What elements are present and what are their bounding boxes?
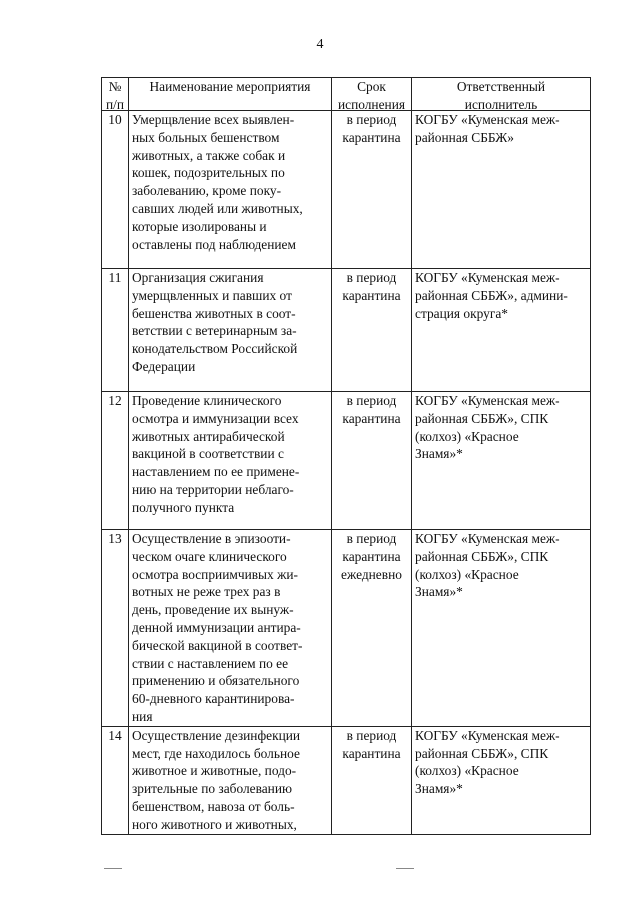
table-header-row bbox=[102, 78, 591, 111]
row-term-cell bbox=[332, 269, 412, 392]
row-executor: КОГБУ «Куменская меж- районная СББЖ», админи- страция округа* bbox=[415, 270, 568, 321]
row-name-cell bbox=[129, 269, 332, 392]
row-executor: КОГБУ «Куменская меж- районная СББЖ» bbox=[415, 112, 560, 145]
header-executor: Ответственный исполнитель bbox=[456, 79, 546, 112]
header-number: № п/п bbox=[105, 79, 125, 112]
table-row bbox=[102, 530, 591, 727]
row-term-cell bbox=[332, 530, 412, 727]
row-term: в период карантина bbox=[342, 112, 401, 145]
row-term: в период карантина bbox=[342, 393, 401, 426]
row-term-cell bbox=[332, 111, 412, 269]
row-name: Организация сжигания умерщвленных и павших от бешенства животных в соот- ветствии с ветеринарным за- конодательством Российской Федерации bbox=[132, 270, 298, 374]
row-name-cell bbox=[129, 726, 332, 834]
row-term: в период карантина bbox=[342, 727, 401, 761]
row-name-cell bbox=[129, 530, 332, 727]
scan-artifact-left bbox=[104, 868, 122, 869]
row-name-cell bbox=[129, 392, 332, 530]
row-number: 14 bbox=[108, 727, 122, 743]
row-name: Осуществление в эпизооти- ческом очаге клинического осмотра восприимчивых жи- вотных не реже трех раз в день, проведение их вынуж- денной иммунизации антира- бической вакциной в соответ- ствии с наставлением по ее применению и обязательного 60-дневного карантинирова- ния bbox=[132, 531, 303, 724]
row-executor-cell bbox=[412, 530, 591, 727]
row-term-cell bbox=[332, 726, 412, 834]
header-term-cell bbox=[332, 78, 412, 111]
row-number-cell bbox=[102, 269, 129, 392]
table-row bbox=[102, 726, 591, 834]
row-number-cell bbox=[102, 726, 129, 834]
scan-artifact-right bbox=[396, 868, 414, 869]
row-name: Умерщвление всех выявлен- ных больных бешенством животных, а также собак и кошек, подозрительных по заболеванию, кроме поку- савших людей или животных, которые изолированы и оставлены под наблюдением bbox=[132, 112, 303, 252]
header-executor-cell bbox=[412, 78, 591, 111]
row-number: 11 bbox=[108, 270, 122, 285]
row-executor: КОГБУ «Куменская меж- районная СББЖ», СПК (колхоз) «Красное Знамя»* bbox=[415, 727, 560, 797]
row-term: в период карантина ежедневно bbox=[341, 531, 402, 582]
row-executor: КОГБУ «Куменская меж- районная СББЖ», СПК (колхоз) «Красное Знамя»* bbox=[415, 393, 560, 462]
row-name: Осуществление дезинфекции мест, где находилось больное животное и животные, подо- зрительные по заболеванию бешенством, навоза от боль- ного животного и животных, bbox=[132, 727, 301, 832]
table-row bbox=[102, 269, 591, 392]
row-executor-cell bbox=[412, 726, 591, 834]
row-number-cell bbox=[102, 111, 129, 269]
table-row bbox=[102, 111, 591, 269]
row-number-cell bbox=[102, 530, 129, 727]
row-number: 13 bbox=[108, 531, 122, 546]
table-row bbox=[102, 392, 591, 530]
row-number-cell bbox=[102, 392, 129, 530]
row-executor-cell bbox=[412, 392, 591, 530]
row-term: в период карантина bbox=[342, 270, 401, 303]
row-name: Проведение клинического осмотра и иммунизации всех животных антирабической вакциной в соответствии с наставлением по ее примене- нию на территории неблаго- получного пункта bbox=[132, 393, 300, 515]
header-name: Наименование мероприятия bbox=[149, 79, 311, 94]
header-number-cell bbox=[102, 78, 129, 111]
page-number: 4 bbox=[316, 37, 324, 52]
row-executor: КОГБУ «Куменская меж- районная СББЖ», СПК (колхоз) «Красное Знамя»* bbox=[415, 531, 560, 600]
row-term-cell bbox=[332, 392, 412, 530]
measures-table bbox=[101, 77, 591, 835]
row-name-cell bbox=[129, 111, 332, 269]
row-number: 10 bbox=[108, 112, 122, 127]
header-term: Срок исполнения bbox=[337, 79, 406, 112]
header-name-cell bbox=[129, 78, 332, 111]
row-executor-cell bbox=[412, 269, 591, 392]
row-number: 12 bbox=[108, 393, 122, 408]
row-executor-cell bbox=[412, 111, 591, 269]
